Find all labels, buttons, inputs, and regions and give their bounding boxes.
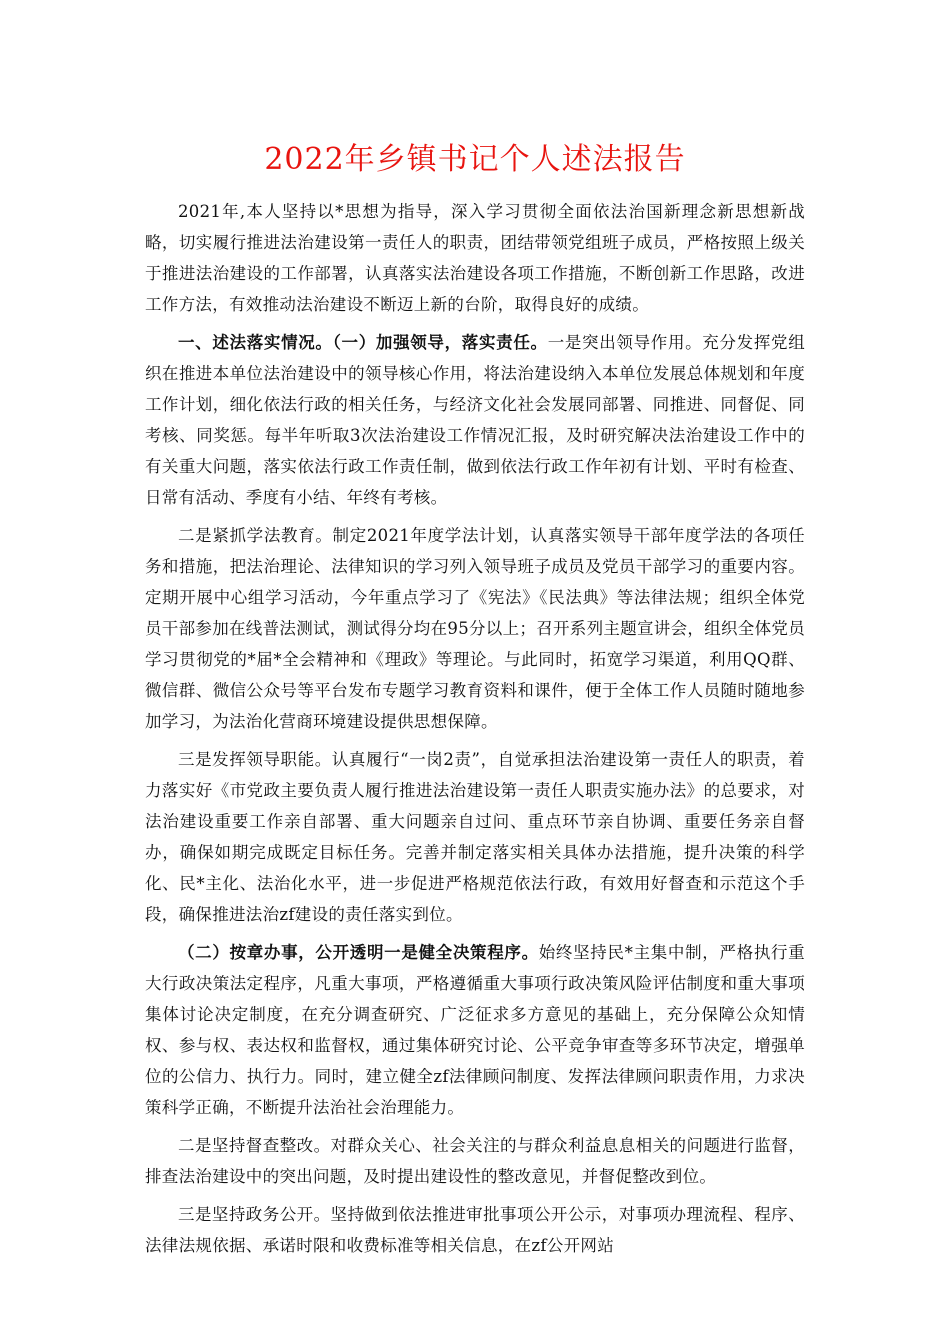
paragraph-transparency (145, 1199, 805, 1261)
document-title: 2022年乡镇书记个人述法报告 (264, 142, 686, 177)
paragraph-study-education (145, 520, 805, 737)
document-page (145, 140, 805, 1268)
paragraph-leadership-duties (145, 744, 805, 930)
paragraph-section-2 (145, 937, 805, 1123)
paragraph-text: 一是突出领导作用。充分发挥党组织在推进本单位法治建设中的领导核心作用，将法治建设纳入本单位发展总体规划和年度工作计划，细化依法行政的相关任务，与经济文化社会发展同部署、同推进、同督促、同考核、同奖惩。每半年听取3次法治建设工作情况汇报，及时研究解决法治建设工作中的有关重大问题，落实依法行政工作责任制，做到依法行政工作年初有计划、平时有检查、日常有活动、季度有小结、年终有考核。 (145, 333, 805, 507)
paragraph-text: 三是坚持政务公开。坚持做到依法推进审批事项公开公示，对事项办理流程、程序、法律法规依据、承诺时限和收费标准等相关信息，在zf公开网站 (145, 1205, 805, 1255)
paragraph-section-1 (145, 327, 805, 513)
paragraph-text: 二是紧抓学法教育。制定2021年度学法计划，认真落实领导干部年度学法的各项任务和措施，把法治理论、法律知识的学习列入领导班子成员及党员干部学习的重要内容。定期开展中心组学习活动，今年重点学习了《宪法》《民法典》等法律法规；组织全体党员干部参加在线普法测试，测试得分均在95分以上；召开系列主题宣讲会，组织全体党员学习贯彻党的*届*全会精神和《理政》等理论。与此同时，拓宽学习渠道，利用QQ群、微信群、微信公众号等平台发布专题学习教育资料和课件，便于全体工作人员随时随地参加学习，为法治化营商环境建设提供思想保障。 (145, 526, 805, 731)
paragraph-lead: 一、述法落实情况。（一）加强领导，落实责任。 (178, 333, 548, 352)
paragraph-text: 始终坚持民*主集中制，严格执行重大行政决策法定程序，凡重大事项，严格遵循重大事项行政决策风险评估制度和重大事项集体讨论决定制度，在充分调查研究、广泛征求多方意见的基础上，充分保障公众知情权、参与权、表达权和监督权，通过集体研究讨论、公平竞争审查等多环节决定，增强单位的公信力、执行力。同时，建立健全zf法律顾问制度、发挥法律顾问职责作用，力求决策科学正确，不断提升法治社会治理能力。 (145, 943, 805, 1117)
paragraph-supervision (145, 1130, 805, 1192)
paragraph-lead: （二）按章办事，公开透明一是健全决策程序。 (178, 943, 539, 962)
paragraph-text: 三是发挥领导职能。认真履行“一岗2责”，自觉承担法治建设第一责任人的职责，着力落实好《市党政主要负责人履行推进法治建设第一责任人职责实施办法》的总要求，对法治建设重要工作亲自部署、重大问题亲自过问、重点环节亲自协调、重要任务亲自督办，确保如期完成既定目标任务。完善并制定落实相关具体办法措施，提升决策的科学化、民*主化、法治化水平，进一步促进严格规范依法行政，有效用好督查和示范这个手段，确保推进法治zf建设的责任落实到位。 (145, 750, 805, 924)
paragraph-intro (145, 196, 805, 320)
paragraph-text: 2021年,本人坚持以*思想为指导，深入学习贯彻全面依法治国新理念新思想新战略，切实履行推进法治建设第一责任人的职责，团结带领党组班子成员，严格按照上级关于推进法治建设的工作部署，认真落实法治建设各项工作措施，不断创新工作思路，改进工作方法，有效推动法治建设不断迈上新的台阶，取得良好的成绩。 (145, 202, 805, 314)
paragraph-text: 二是坚持督查整改。对群众关心、社会关注的与群众利益息息相关的问题进行监督，排查法治建设中的突出问题，及时提出建设性的整改意见，并督促整改到位。 (145, 1136, 805, 1186)
